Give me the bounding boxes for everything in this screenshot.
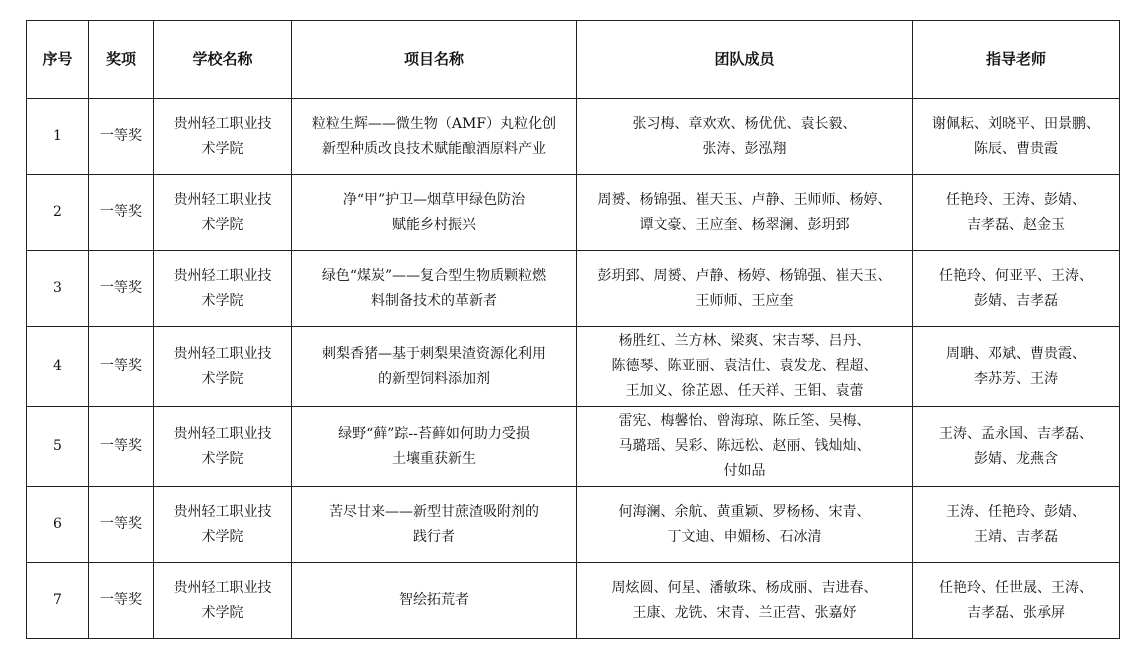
row-project: 苦尽甘来——新型甘蔗渣吸附剂的 践行者 [292, 487, 577, 563]
row-no: 4 [27, 327, 89, 407]
row-no: 1 [27, 99, 89, 175]
row-award: 一等奖 [89, 175, 154, 251]
row-award: 一等奖 [89, 407, 154, 487]
row-school: 贵州轻工职业技 术学院 [154, 487, 292, 563]
row-school: 贵州轻工职业技 术学院 [154, 175, 292, 251]
row-advisors: 任艳玲、王涛、彭婧、 吉孝磊、赵金玉 [913, 175, 1120, 251]
table-row [27, 99, 1120, 175]
row-members: 周炫圆、何星、潘敏珠、杨成丽、吉进春、 王康、龙铣、宋青、兰正营、张嘉妤 [577, 563, 913, 639]
table-row [27, 251, 1120, 327]
row-project: 绿野“藓”踪--苔藓如何助力受损 土壤重获新生 [292, 407, 577, 487]
awards-table [26, 20, 1120, 639]
row-award: 一等奖 [89, 487, 154, 563]
header-award: 奖项 [89, 21, 154, 99]
row-award: 一等奖 [89, 327, 154, 407]
row-advisors: 任艳玲、任世晟、王涛、 吉孝磊、张承屏 [913, 563, 1120, 639]
row-no: 6 [27, 487, 89, 563]
row-award: 一等奖 [89, 99, 154, 175]
header-row [27, 21, 1120, 99]
row-advisors: 任艳玲、何亚平、王涛、 彭婧、吉孝磊 [913, 251, 1120, 327]
row-school: 贵州轻工职业技 术学院 [154, 327, 292, 407]
row-project: 智绘拓荒者 [292, 563, 577, 639]
row-project: 净“甲”护卫—烟草甲绿色防治 赋能乡村振兴 [292, 175, 577, 251]
row-no: 7 [27, 563, 89, 639]
header-project: 项目名称 [292, 21, 577, 99]
row-members: 周赟、杨锦强、崔天玉、卢静、王师师、杨婷、 谭文豪、王应奎、杨翠澜、彭玥郅 [577, 175, 913, 251]
row-members: 张习梅、章欢欢、杨优优、袁长毅、 张涛、彭泓翔 [577, 99, 913, 175]
row-no: 2 [27, 175, 89, 251]
row-school: 贵州轻工职业技 术学院 [154, 563, 292, 639]
row-members: 彭玥郅、周赟、卢静、杨婷、杨锦强、崔天玉、 王师师、王应奎 [577, 251, 913, 327]
row-members: 何海澜、余航、黄重颖、罗杨杨、宋青、 丁文迪、申媚杨、石冰清 [577, 487, 913, 563]
table-row [27, 487, 1120, 563]
row-no: 5 [27, 407, 89, 487]
row-school: 贵州轻工职业技 术学院 [154, 407, 292, 487]
row-advisors: 王涛、任艳玲、彭婧、 王靖、吉孝磊 [913, 487, 1120, 563]
row-school: 贵州轻工职业技 术学院 [154, 99, 292, 175]
row-award: 一等奖 [89, 251, 154, 327]
row-school: 贵州轻工职业技 术学院 [154, 251, 292, 327]
table-row [27, 175, 1120, 251]
header-school: 学校名称 [154, 21, 292, 99]
table-row [27, 327, 1120, 407]
row-award: 一等奖 [89, 563, 154, 639]
row-project: 绿色“煤炭”——复合型生物质颗粒燃 料制备技术的革新者 [292, 251, 577, 327]
row-advisors: 王涛、孟永国、吉孝磊、 彭婧、龙燕含 [913, 407, 1120, 487]
row-no: 3 [27, 251, 89, 327]
row-advisors: 周聃、邓斌、曹贵霞、 李苏芳、王涛 [913, 327, 1120, 407]
header-advisors: 指导老师 [913, 21, 1120, 99]
row-members: 杨胜红、兰方林、梁爽、宋吉琴、吕丹、 陈德琴、陈亚丽、袁洁仕、袁发龙、程超、 王加义、徐芷恩、任天祥、王钼、袁蕾 [577, 327, 913, 407]
header-no: 序号 [27, 21, 89, 99]
table-row [27, 563, 1120, 639]
table-row [27, 407, 1120, 487]
header-members: 团队成员 [577, 21, 913, 99]
row-project: 粒粒生辉——微生物（AMF）丸粒化创 新型种质改良技术赋能酿酒原料产业 [292, 99, 577, 175]
row-members: 雷宪、梅馨怡、曾海琼、陈丘筌、吴梅、 马璐瑶、吴彩、陈远松、赵丽、钱灿灿、 付如品 [577, 407, 913, 487]
row-project: 刺梨香猪—基于刺梨果渣资源化利用 的新型饲料添加剂 [292, 327, 577, 407]
row-advisors: 谢佩耘、刘晓平、田景鹏、 陈辰、曹贵霞 [913, 99, 1120, 175]
